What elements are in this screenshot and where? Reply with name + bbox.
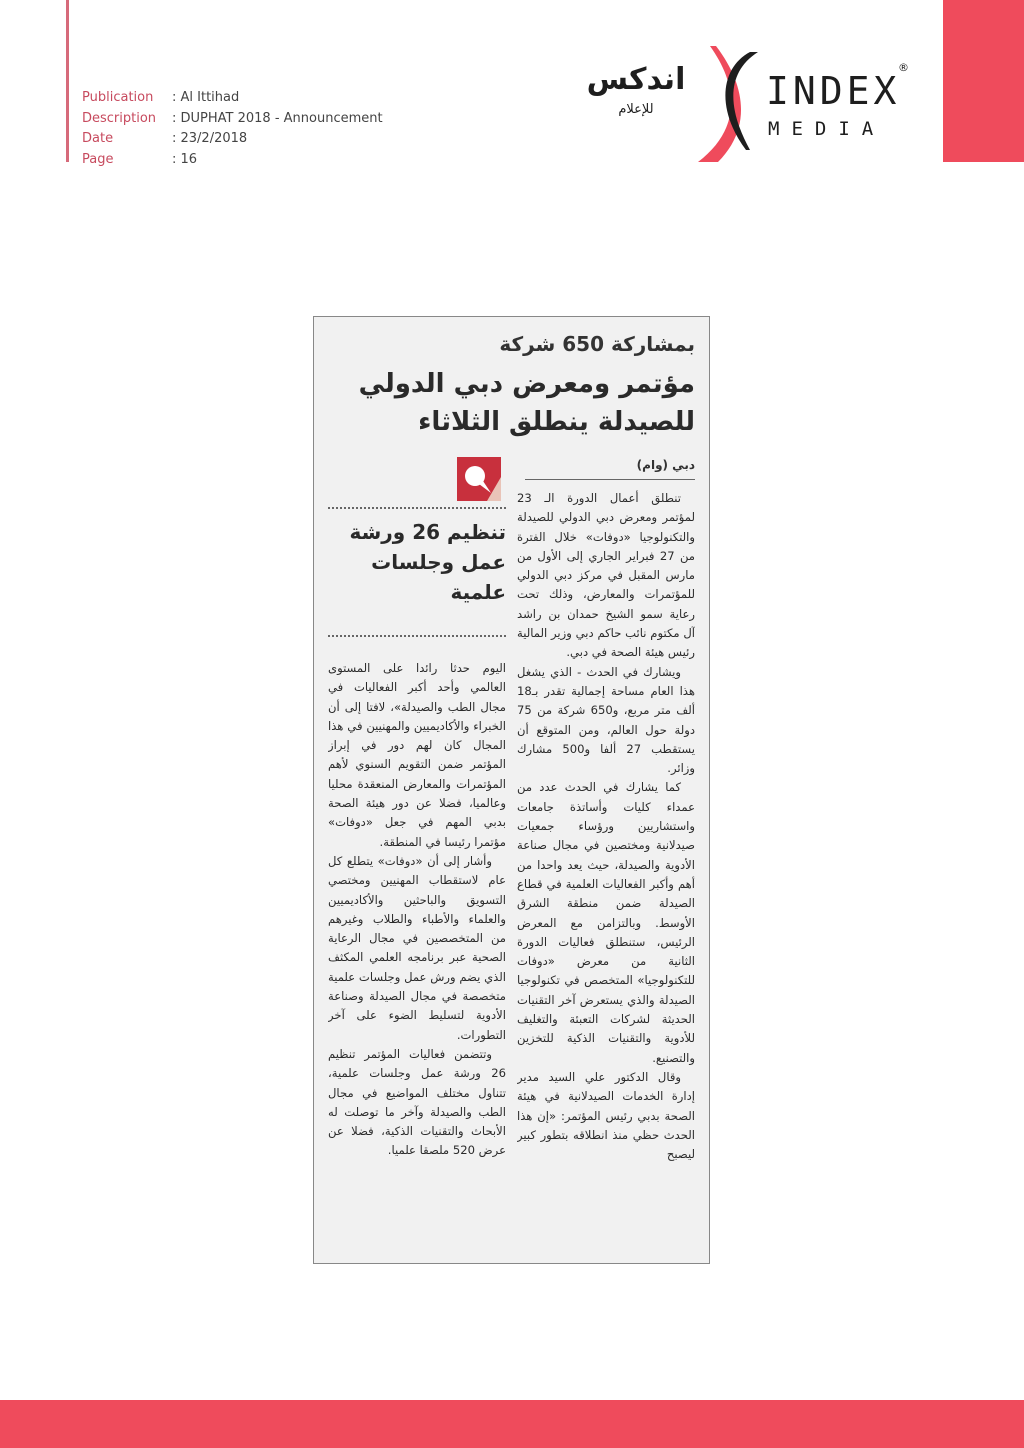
index-media-logo — [580, 40, 910, 165]
pull-quote-divider-bottom — [328, 635, 506, 637]
meta-value: : Al Ittihad — [172, 90, 240, 105]
meta-value: : DUPHAT 2018 - Announcement — [172, 110, 383, 126]
paragraph: وتتضمن فعاليات المؤتمر تنظيم 26 ورشة عمل وجلسات علمية، تتناول مختلف المواضيع في مجال الطب والصيدلة وآخر ما توصلت له الأبحاث والتقنيات الذكية، فضلا عن عرض 520 ملصقا علميا. — [328, 1046, 506, 1158]
logo-latin-sub: MEDIA — [768, 118, 886, 140]
paragraph: تنطلق أعمال الدورة الـ 23 لمؤتمر ومعرض دبي الدولي للصيدلة والتكنولوجيا «دوفات» خلال الفترة من 27 فبراير الجاري إلى الأول من مارس المقبل في مركز دبي الدولي للمؤتمرات والمعارض، وذلك تحت رعاية سمو الشيخ حمدان بن راشد آل مكتوم نائب حاكم دبي وزير المالية رئيس هيئة الصحة في دبي. — [517, 491, 695, 660]
meta-date — [82, 129, 383, 150]
corner-accent-block — [943, 0, 1024, 162]
meta-description — [82, 109, 383, 130]
meta-label: Description — [82, 110, 157, 126]
logo-latin: INDEX — [766, 69, 901, 113]
paragraph: اليوم حدثا رائدا على المستوى العالمي وأحد أكبر الفعاليات في مجال الطب والصيدلة»، لافتا إلى أن الخبراء والأكاديميين والمهنيين في هذا المجال كان لهم دور في إبراز المؤتمر ضمن التقويم السنوي لأهم المؤتمرات والمعارض المنعقدة محليا وعالميا، فضلا عن دور هيئة الصحة بدبي المهم في جعل «دوفات» مؤتمرا رئيسا في المنطقة. — [328, 661, 506, 849]
publication-meta — [82, 88, 383, 170]
newspaper-clipping — [313, 316, 710, 1264]
meta-label: Page — [82, 151, 114, 167]
header-accent-line — [66, 0, 69, 162]
meta-label: Publication — [82, 90, 154, 105]
meta-value: : 23/2/2018 — [172, 131, 248, 146]
logo-registered: ® — [898, 61, 909, 74]
footer-accent-bar — [0, 1400, 1024, 1448]
article-kicker: بمشاركة 650 شركة — [499, 332, 695, 356]
meta-page — [82, 150, 383, 171]
logo-swoosh-icon — [692, 40, 762, 165]
article-byline: دبي (وام) — [636, 458, 695, 472]
logo-swoosh-red — [698, 46, 741, 162]
logo-arabic-sub: للإعلام — [618, 102, 654, 117]
speech-bubble-icon — [457, 457, 501, 501]
logo-arabic: اندكس — [586, 62, 686, 97]
paragraph: كما يشارك في الحدث عدد من عمداء كليات وأساتذة جامعات واستشاريين ورؤساء جمعيات صيدلانية ومختصين في مجال صناعة الأدوية والصيدلة، حيث يعد واحدا من أهم وأكبر الفعاليات العلمية في قطاع الصيدلة ضمن منطقة الشرق الأوسط. وبالتزامن مع المعرض الرئيس، ستنطلق فعاليات الدورة الثانية من معرض «دوفات للتكنولوجيا» المتخصص في تكنولوجيا الصيدلة والذي يستعرض آخر التقنيات الحديثة لشركات التعبئة والتغليف للأدوية والتقنيات الذكية للتخزين والتصنيع. — [517, 780, 695, 1065]
article-column-left — [328, 659, 506, 1255]
paragraph: وأشار إلى أن «دوفات» يتطلع كل عام لاستقطاب المهنيين ومختصي التسويق والباحثين والأكاديميين والعلماء والأطباء والطلاب وغيرهم من المتخصصين في مجال الرعاية الصحية عبر برنامجه العلمي المكثف الذي يضم ورش عمل وجلسات علمية متخصصة في مجال الصيدلة وصناعة الأدوية لتسليط الضوء على آخر التطورات. — [328, 853, 506, 1042]
meta-publication — [82, 88, 383, 109]
article-headline: مؤتمر ومعرض دبي الدولي للصيدلة ينطلق الثلاثاء — [358, 369, 695, 437]
paragraph: وقال الدكتور علي السيد مدير إدارة الخدمات الصيدلانية في هيئة الصحة بدبي رئيس المؤتمر: «إن هذا الحدث حظي منذ انطلاقه بتطور كبير ليصبح — [517, 1069, 695, 1162]
paragraph: ويشارك في الحدث - الذي يشغل هذا العام مساحة إجمالية تقدر بـ18 ألف متر مربع، و650 شركة من 75 دولة حول العالم، ومن المتوقع أن يستقطب 27 ألفا و500 مشارك وزائر. — [517, 664, 695, 776]
pull-quote: تنظيم 26 ورشة عمل وجلسات علمية — [349, 520, 506, 604]
byline-divider — [525, 479, 695, 480]
meta-value: : 16 — [172, 151, 198, 167]
pull-quote-divider-top — [328, 507, 506, 509]
article-column-right — [517, 489, 695, 1255]
meta-label: Date — [82, 131, 114, 146]
